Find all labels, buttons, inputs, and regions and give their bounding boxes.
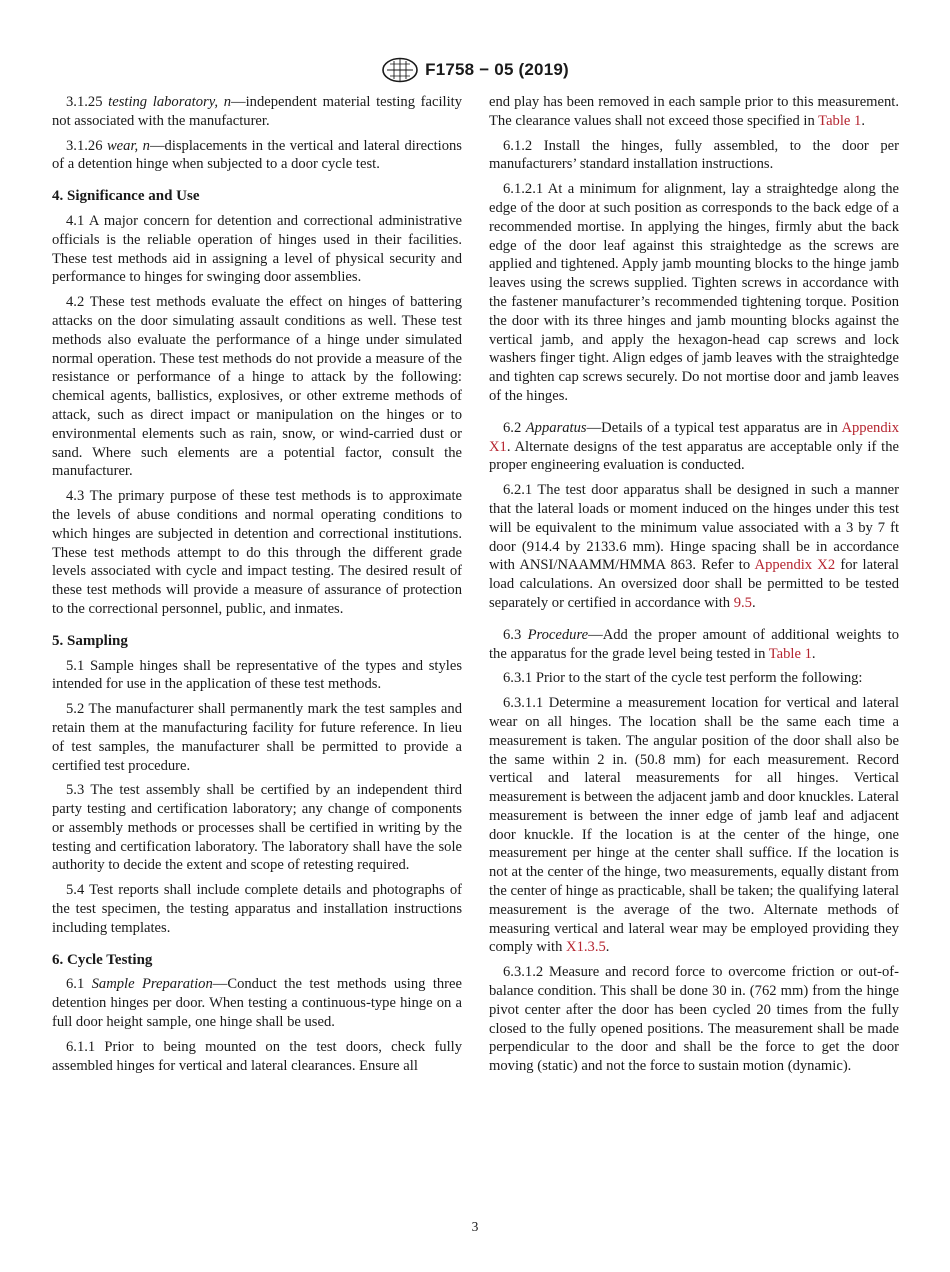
paragraph-4-2: 4.2 These test methods evaluate the effect on hinges of battering attacks on the door simulating assault conditions as well. These test methods also evaluate the performance of a hinge under simulated normal operation. These test methods do not provide a measure of the resistance or performance of a hinge to attack by the following: chemical agents, ballistics, explosives, or other extreme methods of attack, such as direct impact or manipulation on the hinges or to environmental elements such as rain, snow, or wind-carried dust or sand. Where such elements are a potential factor, consult the manufacturer. (52, 294, 462, 480)
link-x1-3-5[interactable]: X1.3.5 (566, 939, 606, 956)
paragraph-6-1-1: 6.1.1 Prior to being mounted on the test doors, check fully assembled hinges for vertical and lateral clearances. Ensure all (52, 1038, 462, 1074)
paragraph-6-3-1-2: 6.3.1.2 Measure and record force to overcome friction or out-of-balance condition. This shall be done 30 in. (762 mm) from the hinge pivot center after the door has been cycled 20 times from the fully closed to the fully opened positions. The measurement shall be made perpendicular to the door and shall be the force to get the door moving (static) and not the force to sustain motion (dynamic). (489, 964, 899, 1075)
link-appendix-x1[interactable]: Appendix X1 (489, 419, 899, 455)
paragraph-4-3: 4.3 The primary purpose of these test methods is to approximate the levels of abuse conditions and normal operating conditions to which hinges are subjected in detention and correctional institutions. These test methods attempt to do this through the different grade levels associated with cycle and impact testing. The desired result of these test methods will provide a measure of assurance of protection to the correctional personnel, public, and inmates. (52, 488, 462, 617)
paragraph-6-1-1-continued: end play has been removed in each sample prior to this measurement. The clearance values shall not exceed those specified in Table 1. (489, 94, 899, 129)
left-column (52, 93, 462, 1081)
paragraph-5-1: 5.1 Sample hinges shall be representative of the types and styles intended for use in the application of these test methods. (52, 657, 462, 693)
link-section-9-5[interactable]: 9.5 (733, 594, 752, 611)
paragraph-5-3: 5.3 The test assembly shall be certified by an independent third party testing and certification laboratory; any change of components or assembly methods or processes shall be certified in writing by the testing and certification laboratory. The laboratory shall have the sole authority to decide the extent and scope of retesting required. (52, 782, 462, 874)
paragraph-6-2: 6.2 Apparatus—Details of a typical test apparatus are in Appendix X1. Alternate designs of the test apparatus are acceptable only if the proper engineering evaluation is conducted. (489, 419, 899, 474)
paragraph-5-2: 5.2 The manufacturer shall permanently mark the test samples and retain them at the manufacturing facility for future reference. In lieu of test samples, the manufacturer shall be permitted to provide a certified test procedure. (52, 701, 462, 774)
section-heading-4: 4. Significance and Use (52, 188, 200, 205)
paragraph-4-1: 4.1 A major concern for detention and correctional administrative officials is the reliable operation of hinges used in their facilities. These test methods aid in assigning a level of physical security and performance to hinges for swinging door assemblies. (52, 212, 462, 286)
right-column (489, 93, 899, 1082)
paragraph-5-4: 5.4 Test reports shall include complete details and photographs of the test specimen, the testing apparatus and installation instructions including templates. (52, 882, 462, 936)
paragraph-6-3-1: 6.3.1 Prior to the start of the cycle test perform the following: (503, 670, 863, 687)
page-number: 3 (471, 1219, 479, 1234)
paragraph-3-1-26: 3.1.26 wear, n—displacements in the vertical and lateral directions of a detention hinge when subjected to a door cycle test. (52, 137, 462, 173)
page-header (0, 57, 950, 83)
paragraph-6-3: 6.3 Procedure—Add the proper amount of additional weights to the apparatus for the grade level being tested in Table 1. (489, 626, 899, 662)
link-appendix-x2[interactable]: Appendix X2 (754, 557, 836, 574)
paragraph-6-1-2: 6.1.2 Install the hinges, fully assembled, to the door per manufacturers’ standard installation instructions. (489, 137, 899, 173)
link-table-1-second[interactable]: Table 1 (768, 645, 812, 662)
astm-logo-icon (381, 57, 419, 83)
section-heading-5: 5. Sampling (52, 632, 128, 649)
paragraph-6-1-2-1: 6.1.2.1 At a minimum for alignment, lay a straightedge along the edge of the door at such position as corresponds to the back edge of a recommended mortise. In applying the hinges, firmly abut the back edge of the door leaf against this straightedge as the screws are applied and tightened. Apply jamb mounting blocks to the hinge jamb leaves using the screws supplied. Tighten screws in accordance with the fastener manufacturer’s recommended tightening torque. Position the door with its three hinges and jamb mounting blocks against the vertical jamb, and apply the hexagon-head cap screws and lock washers finger tight. Align edges of jamb leaves with the straightedge and tighten cap screws securely. Do not mortise door and jamb leaves of the hinges. (489, 181, 899, 404)
paragraph-6-1: 6.1 Sample Preparation—Conduct the test methods using three detention hinges per door. When testing a continuous-type hinge on a full door height sample, one hinge shall be used. (52, 976, 462, 1031)
paragraph-6-2-1: 6.2.1 The test door apparatus shall be designed in such a manner that the lateral loads or moment induced on the hinges under this test will be equivalent to the minimum value associated with a 3 by 7 ft door (914.4 by 2133.6 mm). Hinge spacing shall be in accordance with ANSI/NAAMM/HMMA 863. Refer to Appendix X2 for lateral load calculations. An oversized door shall be permitted to be tested separately or certified in accordance with 9.5. (489, 482, 899, 611)
paragraph-6-3-1-1: 6.3.1.1 Determine a measurement location for vertical and lateral wear on all hinges. The location shall be the same each time a measurement is taken. The angular position of the door shall also be the same within 2 in. (50.8 mm) for each measurement. Record vertical and lateral measurements for all hinges. Vertical measurement is between the adjacent jamb and door knuckles. Lateral measurement is between the inner edge of jamb leaf and adjacent door knuckle. If the location is at the center of the hinge, one measurement per hinge at the center shall suffice. If the location is not at the center of the hinge, two measurements, equally distant from the center of hinge as practicable, shall be taken; the qualifying lateral measurement is the average of the two. Alternate methods of measuring vertical and lateral wear may be employed providing they comply with X1.3.5. (489, 695, 899, 956)
section-heading-6: 6. Cycle Testing (52, 951, 153, 968)
paragraph-3-1-25: 3.1.25 testing laboratory, n—independent material testing facility not associated with the manufacturer. (52, 94, 463, 129)
link-table-1[interactable]: Table 1 (818, 112, 862, 129)
document-designation: F1758 − 05 (2019) (425, 60, 569, 79)
